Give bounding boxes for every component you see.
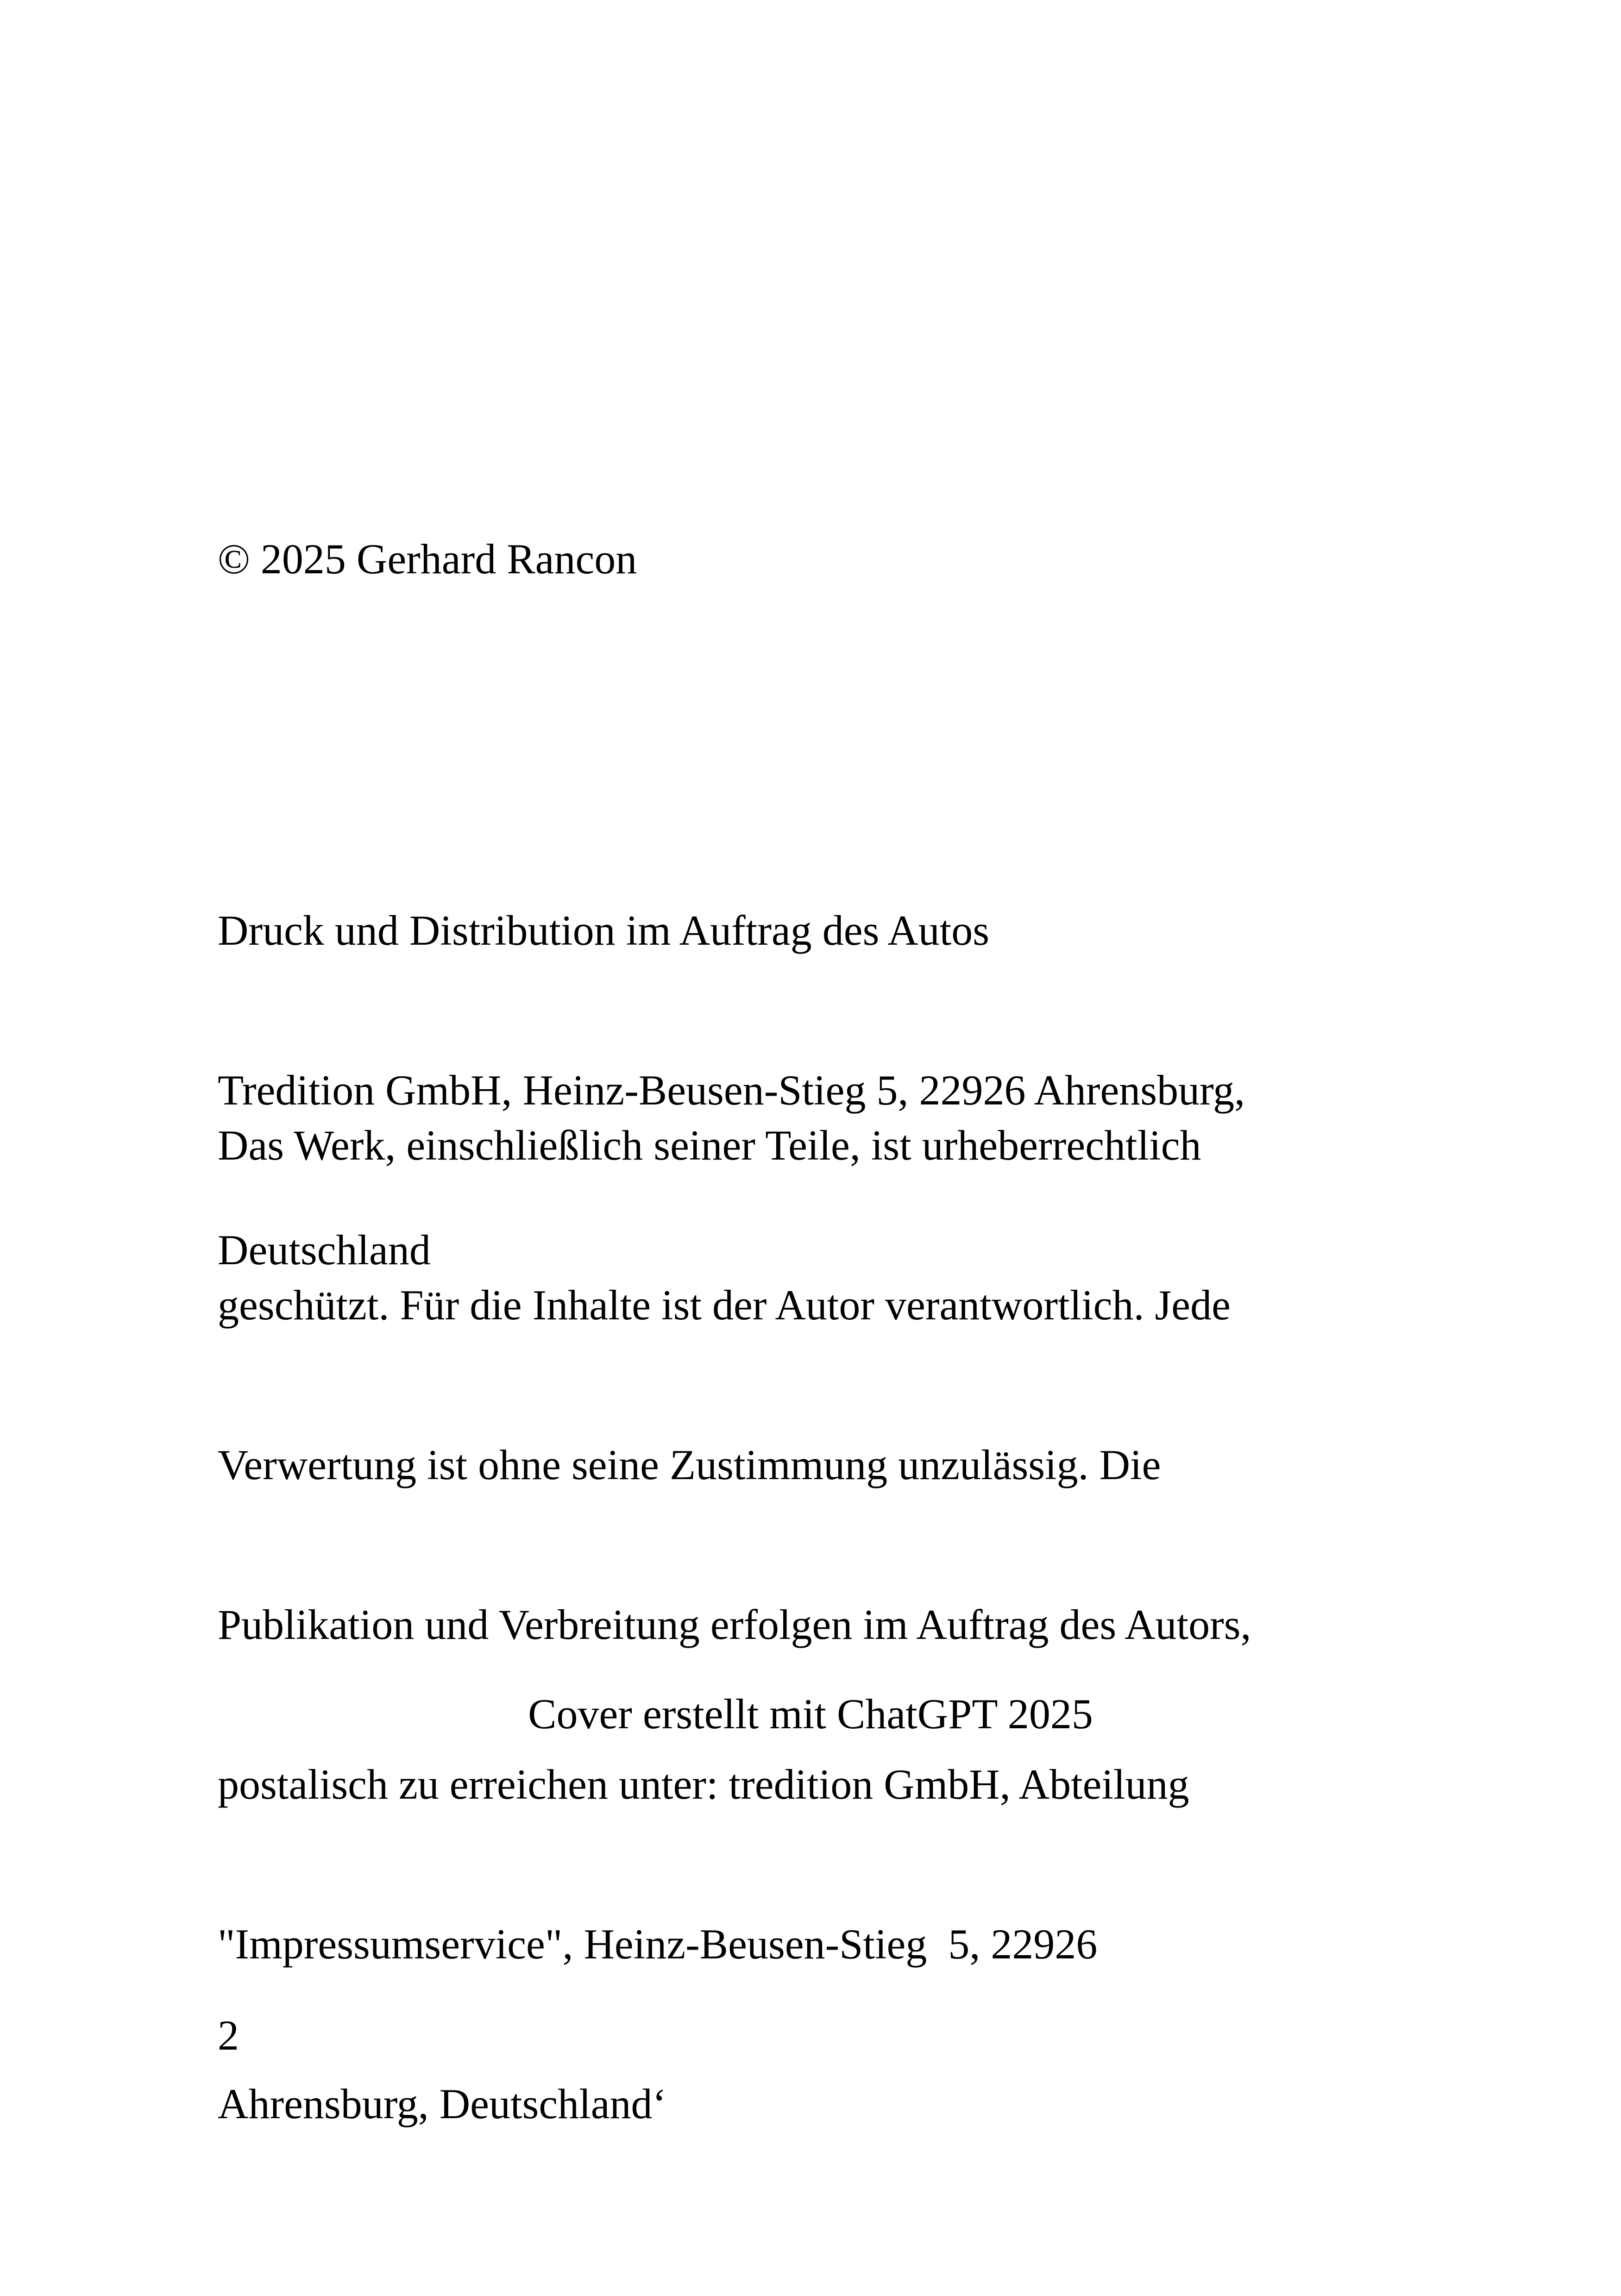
rights-line: geschützt. Für die Inhalte ist der Autor verantwortlich. Jede — [218, 1281, 1231, 1329]
copyright-notice: © 2025 Gerhard Rancon — [218, 535, 637, 583]
distribution-line: Tredition GmbH, Heinz-Beusen-Stieg 5, 22926 Ahrensburg, — [218, 1066, 1245, 1114]
rights-line: Das Werk, einschließlich seiner Teile, ist urheberrechtlich — [218, 1122, 1201, 1169]
rights-line: "Impressumservice", Heinz-Beusen-Stieg 5, 22926 — [218, 1920, 1098, 1968]
rights-line: Publikation und Verbreitung erfolgen im Auftrag des Autors, — [218, 1601, 1251, 1648]
distribution-line: Deutschland — [218, 1226, 431, 1273]
cover-credit: Cover erstellt mit ChatGPT 2025 — [528, 1690, 1093, 1738]
rights-line: postalisch zu erreichen unter: tredition GmbH, Abteilung — [218, 1761, 1189, 1808]
rights-line: Ahrensburg, Deutschland‘ — [218, 2080, 667, 2127]
rights-notice-block — [218, 1012, 1251, 2237]
rights-line: Verwertung ist ohne seine Zustimmung unzulässig. Die — [218, 1441, 1161, 1488]
page-number: 2 — [218, 2012, 239, 2059]
distribution-line: Druck und Distribution im Auftrag des Autos — [218, 907, 990, 954]
